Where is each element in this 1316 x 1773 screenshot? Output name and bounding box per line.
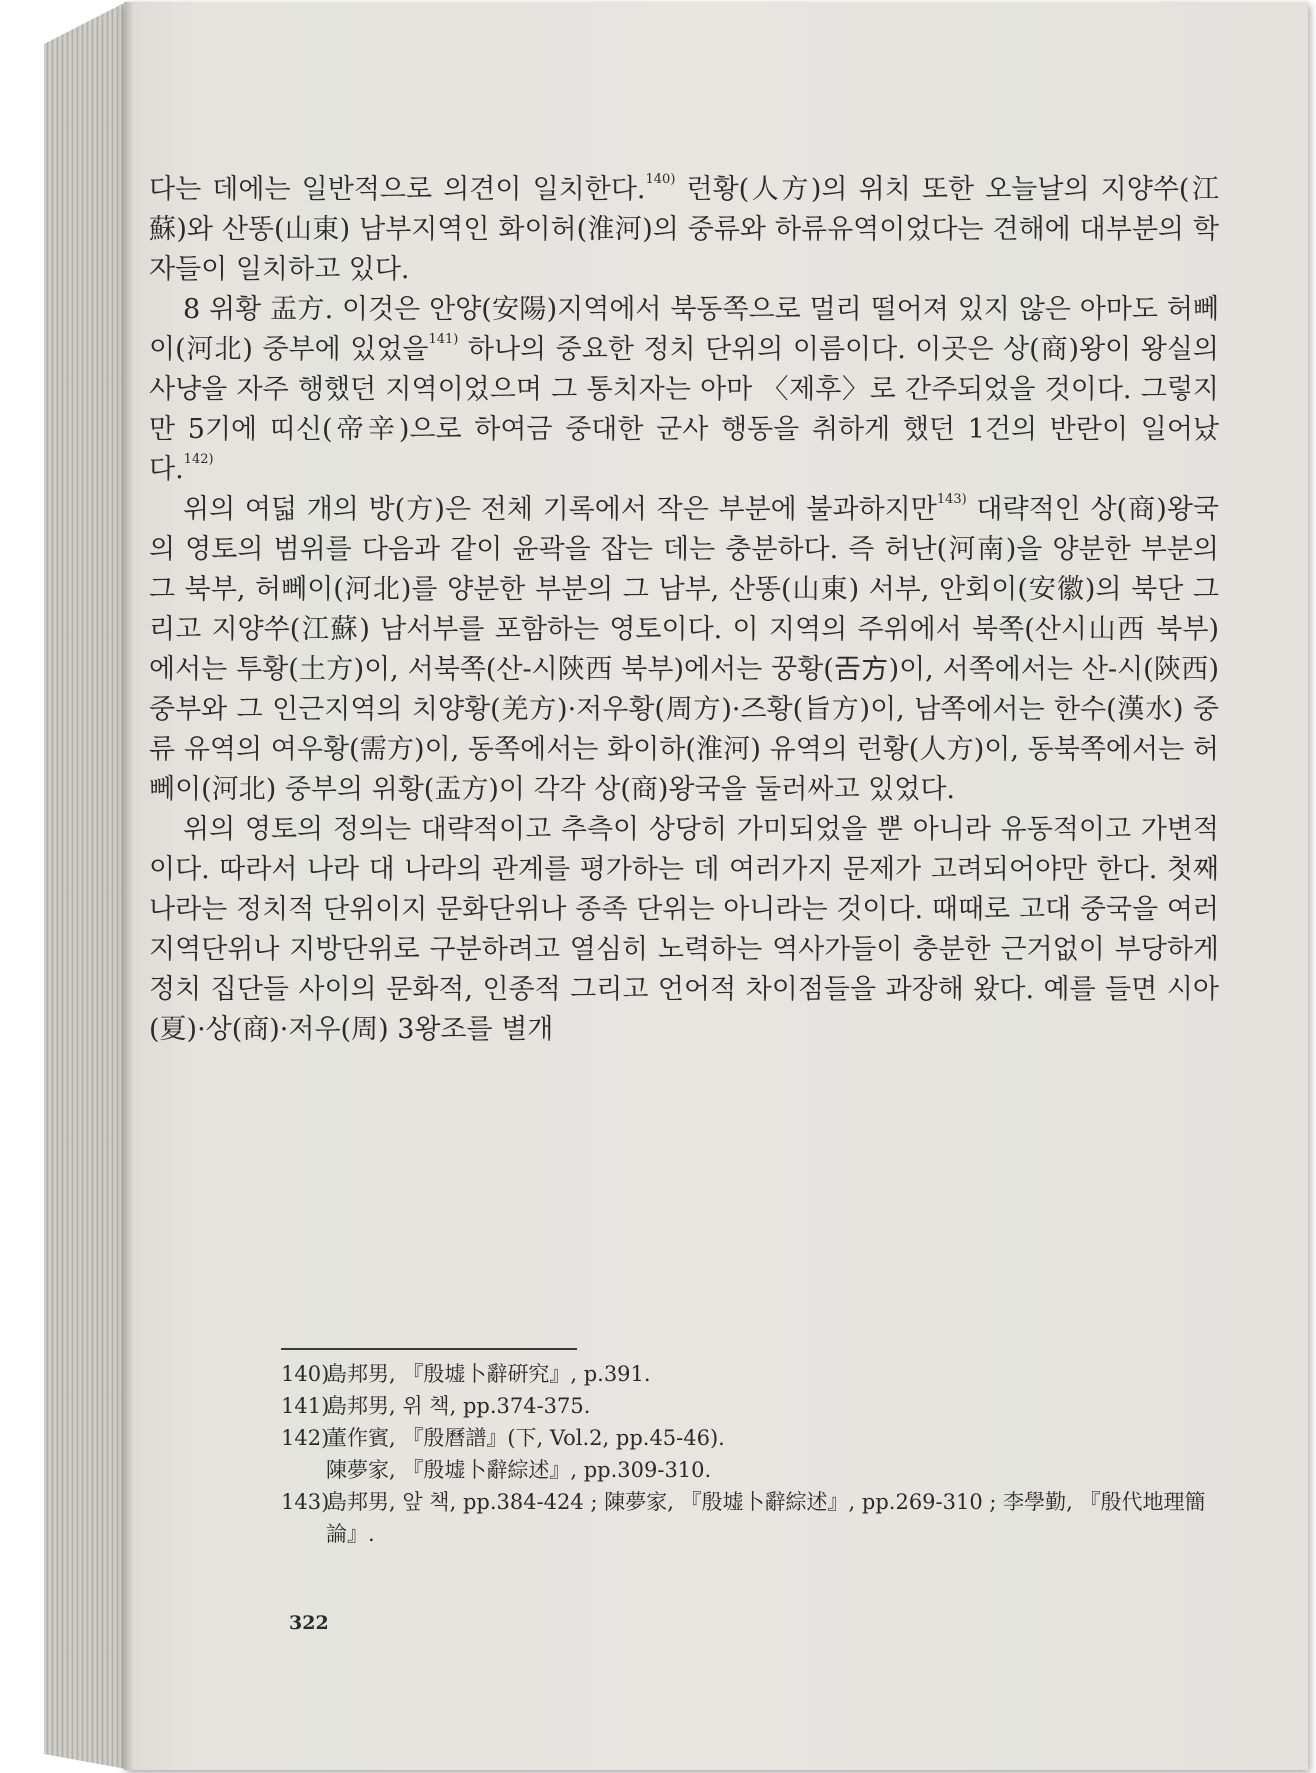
footnote <box>281 1358 1225 1390</box>
body-text <box>149 170 1219 1050</box>
footnote-line: 陳夢家, 『殷墟卜辭綜述』, pp.309-310. <box>326 1458 712 1482</box>
footnote-line: 島邦男, 『殷墟卜辭硏究』, p.391. <box>326 1362 651 1386</box>
text-run: 8 위황 盂方. 이것은 안양(安陽)지역에서 북동쪽으로 멀리 떨어져 있지 않은 아마도 허뻬이(河北) 중부에 있었을 <box>149 294 1219 365</box>
footnote-text <box>326 1358 1225 1390</box>
footnote-rule <box>281 1348 577 1350</box>
footnote <box>281 1486 1225 1550</box>
paragraph-3 <box>149 490 1219 810</box>
page-edges <box>44 4 126 1769</box>
footnote-ref: 140) <box>645 172 676 187</box>
paragraph-4 <box>149 810 1219 1050</box>
text-run: 대략적인 상(商)왕국의 영토의 범위를 다음과 같이 윤곽을 잡는 데는 충분하다. 즉 허난(河南)을 양분한 부분의 그 북부, 허뻬이(河北)를 양분한 부분의 그 남부, 산똥(山東) 서부, 안회이(安徽)의 북단 그리고 지양쑤(江蘇) 남서부를 포함하는 영토이다. 이 지역의 주위에서 북쪽(산시山西 북부)에서는 투황(土方)이, 서북쪽(산-시陝西 북부)에서는 꿍황(𢀛方)이, 서쪽에서는 산-시(陝西) 중부와 그 인근지역의 치양황(羌方)·저우황(周方)·즈황(旨方)이, 남쪽에서는 한수(漢水) 중류 유역의 여우황(需方)이, 동쪽에서는 화이하(淮河) 유역의 런황(人方)이, 동북쪽에서는 허뻬이(河北) 중부의 위황(盂方)이 각각 상(商)왕국을 둘러싸고 있었다. <box>149 494 1219 805</box>
footnote-line: 董作賓, 『殷曆譜』(下, Vol.2, pp.45-46). <box>326 1426 725 1450</box>
text-run: 다는 데에는 일반적으로 의견이 일치한다. <box>149 174 646 205</box>
page-number: 322 <box>289 1612 329 1634</box>
paragraph-1 <box>149 170 1219 290</box>
footnote-ref: 142) <box>183 452 214 467</box>
footnote-text <box>326 1390 1225 1422</box>
footnotes <box>281 1358 1225 1550</box>
footnote-number: 142) <box>281 1426 330 1450</box>
footnote-text <box>326 1486 1225 1550</box>
footnote-number: 143) <box>281 1490 330 1514</box>
text-run: 위의 영토의 정의는 대략적이고 추측이 상당히 가미되었을 뿐 아니라 유동적이고 가변적이다. 따라서 나라 대 나라의 관계를 평가하는 데 여러가지 문제가 고려되어야만 한다. 첫째 나라는 정치적 단위이지 문화단위나 종족 단위는 아니라는 것이다. 때때로 고대 중국을 여러 지역단위나 지방단위로 구분하려고 열심히 노력하는 역사가들이 충분한 근거없이 부당하게 정치 집단들 사이의 문화적, 인종적 그리고 언어적 차이점들을 과장해 왔다. 예를 들면 시아(夏)·상(商)·저우(周) 3왕조를 별개 <box>149 814 1219 1045</box>
text-run: 하나의 중요한 정치 단위의 이름이다. 이곳은 상(商)왕이 왕실의 사냥을 자주 행했던 지역이었으며 그 통치자는 아마 〈제후〉로 간주되었을 것이다. 그렇지만 5기에 띠신(帝辛)으로 하여금 중대한 군사 행동을 취하게 했던 1건의 반란이 일어났다. <box>149 334 1219 485</box>
footnote <box>281 1390 1225 1422</box>
paragraph-2 <box>149 290 1219 490</box>
footnote-line: 島邦男, 위 책, pp.374-375. <box>326 1394 591 1418</box>
footnote-ref: 143) <box>936 492 967 507</box>
footnote-line: 島邦男, 앞 책, pp.384-424 ; 陳夢家, 『殷墟卜辭綜述』, pp.269-310 ; 李學勤, 『殷代地理簡論』. <box>326 1490 1206 1546</box>
footnote-number: 141) <box>281 1394 330 1418</box>
text-run: 위의 여덟 개의 방(方)은 전체 기록에서 작은 부분에 불과하지만 <box>183 494 937 525</box>
footnote-ref: 141) <box>428 332 459 347</box>
footnote-text <box>326 1422 1225 1486</box>
text-run: 런황(人方)의 위치 또한 오늘날의 지양쑤(江蘇)와 산똥(山東) 남부지역인 화이허(淮河)의 중류와 하류유역이었다는 견해에 대부분의 학자들이 일치하고 있다. <box>149 174 1219 285</box>
footnote <box>281 1422 1225 1486</box>
footnote-number: 140) <box>281 1362 330 1386</box>
